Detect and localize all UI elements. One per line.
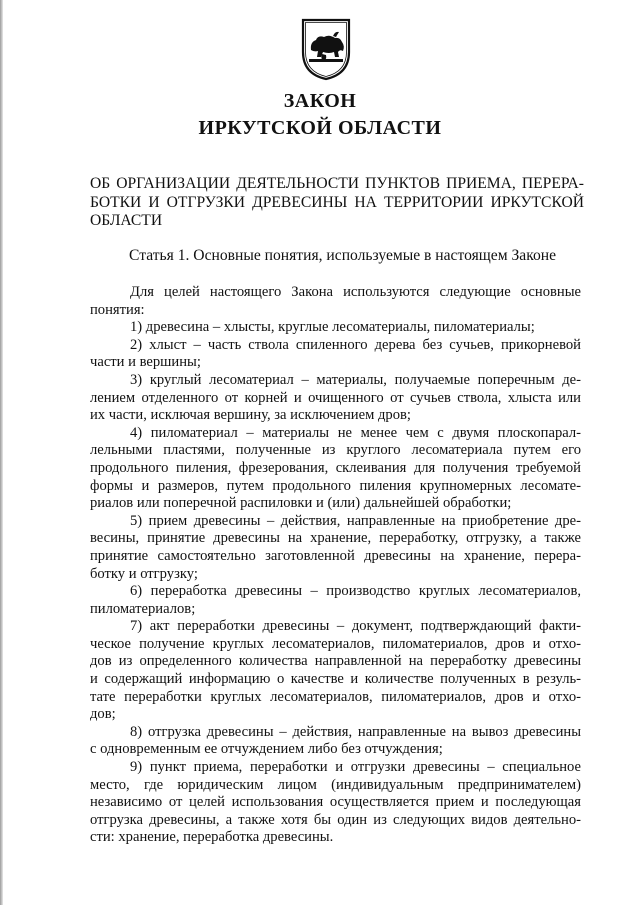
law-title-line-2: ИРКУТСКОЙ ОБЛАСТИ xyxy=(198,117,442,139)
body-line: ботку и отгрузку; xyxy=(90,565,198,582)
body-line: 5) прием древесины – действия, направленные на приобретение дре- xyxy=(130,512,581,529)
body-line: их части, исключая вершину, за исключением дров; xyxy=(90,407,411,424)
body-line: дов из определенного количества направленной на переработку древесины xyxy=(90,653,581,670)
body-line: сти: хранение, переработка древесины. xyxy=(90,829,334,846)
subject-line: ОБ ОРГАНИЗАЦИИ ДЕЯТЕЛЬНОСТИ ПУНКТОВ ПРИЕМА, ПЕРЕРА- xyxy=(90,175,584,192)
body-line: формы и размеров, путем продольного пиления крупномерных лесомате- xyxy=(90,477,581,494)
body-line: 2) хлыст – часть ствола спиленного дерева без сучьев, прикорневой xyxy=(130,336,581,353)
body-line: лением отделенного от корней и очищенного от сучьев ствола, хлыста или xyxy=(90,389,581,406)
article-heading: Статья 1. Основные понятия, используемые в настоящем Законе xyxy=(129,247,557,264)
body-line: 3) круглый лесоматериал – материалы, получаемые поперечным де- xyxy=(130,371,581,388)
body-line: лельными пластями, полученные из круглого лесоматериала путем его xyxy=(90,442,581,459)
body-line: 9) пункт приема, переработки и отгрузки древесины – специальное xyxy=(130,759,581,776)
body-line: части и вершины; xyxy=(90,354,201,371)
body-line: принятие самостоятельно заготовленной древесины на хранение, перера- xyxy=(90,547,581,564)
law-subject xyxy=(90,175,584,231)
subject-line: ОБЛАСТИ xyxy=(90,212,163,229)
body-line: дов; xyxy=(90,706,116,723)
body-line: 8) отгрузка древесины – действия, направленные на вывоз древесины xyxy=(130,723,581,740)
body-line: Для целей настоящего Закона используются следующие основные xyxy=(130,284,581,300)
body-line: ческое получение круглых лесоматериалов, пиломатериалов, дров и отхо- xyxy=(90,635,581,652)
body-line: 1) древесина – хлысты, круглые лесоматериалы, пиломатериалы; xyxy=(130,319,535,336)
body-line: 7) акт переработки древесины – документ, подтверждающий факти- xyxy=(130,618,581,635)
body-line: с одновременным ее отчуждением либо без отчуждения; xyxy=(90,741,443,758)
article-body xyxy=(90,284,581,847)
law-title-line-1: ЗАКОН xyxy=(283,90,357,112)
body-line: весины, принятие древесины на хранение, переработку, отгрузку, а также xyxy=(90,530,581,547)
body-line: отгрузка древесины, а также хотя бы один из следующих видов деятельно- xyxy=(90,811,581,828)
subject-line: БОТКИ И ОТГРУЗКИ ДРЕВЕСИНЫ НА ТЕРРИТОРИИ ИРКУТСКОЙ xyxy=(90,193,584,211)
body-line: тате переработки круглых лесоматериалов, пиломатериалов, дров и отхо- xyxy=(90,688,581,705)
body-line: и содержащий информацию о качестве и количестве полученных в резуль- xyxy=(90,671,581,688)
body-line: 4) пиломатериал – материалы не менее чем с двумя плоскопарал- xyxy=(130,424,581,441)
body-line: 6) переработка древесины – производство круглых лесоматериалов, xyxy=(130,583,581,600)
body-line: продольного пиления, фрезерования, склеивания для получения требуемой xyxy=(90,459,581,476)
irkutsk-coat-of-arms-icon xyxy=(299,16,353,82)
body-line: понятия: xyxy=(90,301,145,318)
body-line: независимо от целей использования осуществляется прием и последующая xyxy=(90,794,581,811)
body-line: место, где юридическим лицом (индивидуальным предпринимателем) xyxy=(90,776,581,793)
body-line: риалов или поперечной распиловки и (или) дальнейшей обработки; xyxy=(90,495,512,512)
body-line: пиломатериалов; xyxy=(90,600,196,617)
